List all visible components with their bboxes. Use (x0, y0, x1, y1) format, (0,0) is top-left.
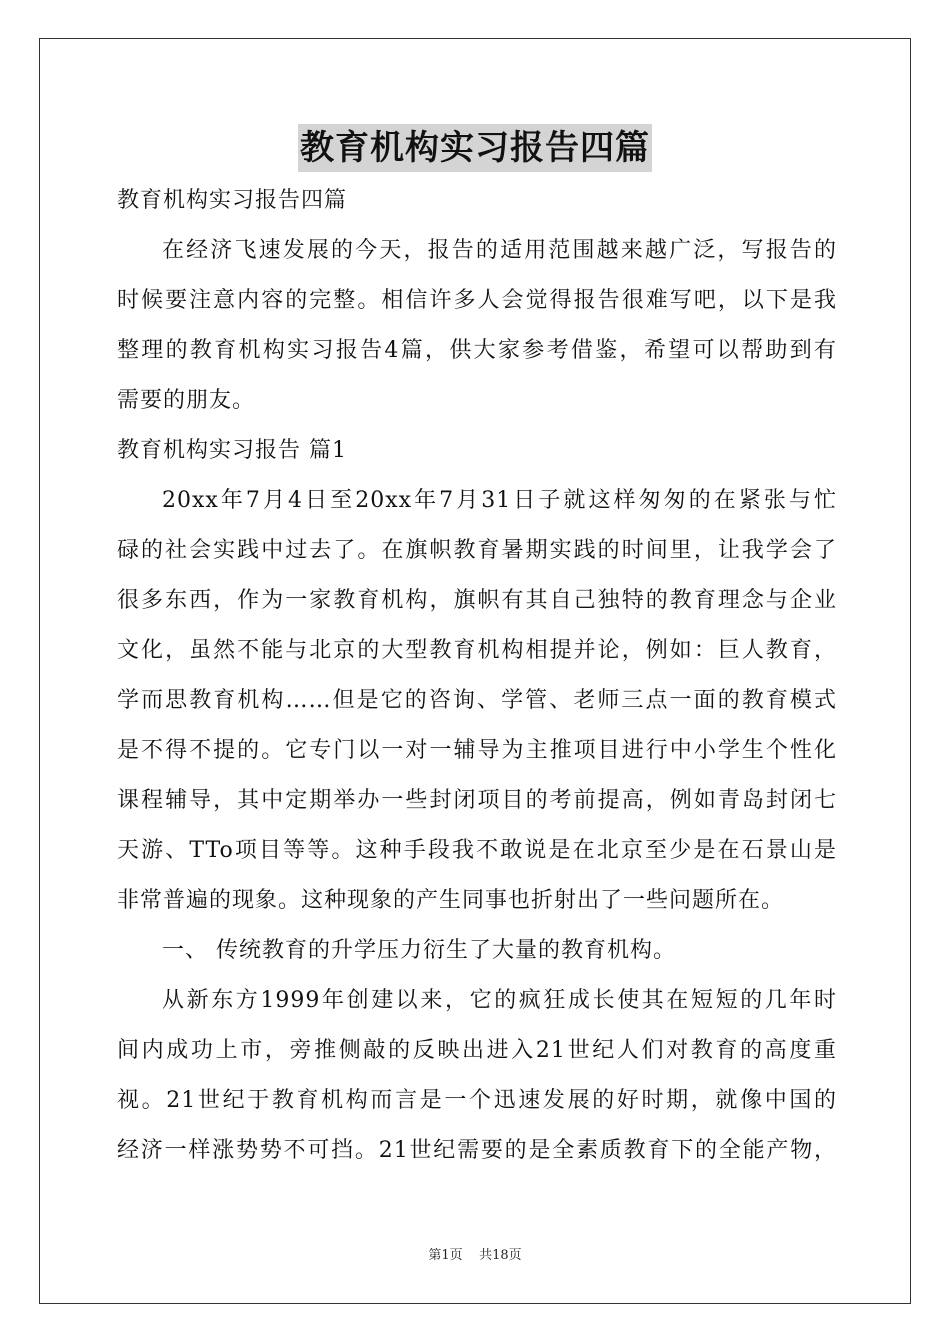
paragraph-line: 文化，虽然不能与北京的大型教育机构相提并论，例如：巨人教育， (117, 638, 837, 663)
paragraph-line: 需要的朋友。 (117, 388, 256, 413)
paragraph-line: 学而思教育机构……但是它的咨询、学管、老师三点一面的教育模式 (117, 688, 837, 713)
paragraph-line: 碌的社会实践中过去了。在旗帜教育暑期实践的时间里，让我学会了 (117, 538, 837, 563)
paragraph-line: 是不得不提的。它专门以一对一辅导为主推项目进行中小学生个性化 (117, 738, 837, 763)
document-title: 教育机构实习报告四篇 (298, 124, 652, 172)
title-container (0, 124, 950, 172)
page-number: 第1页 (428, 1248, 463, 1263)
paragraph-line: 20xx年7月4日至20xx年7月31日子就这样匆匆的在紧张与忙 (162, 488, 837, 513)
paragraph-line: 很多东西，作为一家教育机构，旗帜有其自己独特的教育理念与企业 (117, 588, 837, 613)
paragraph-line: 视。21世纪于教育机构而言是一个迅速发展的好时期，就像中国的 (117, 1088, 837, 1113)
paragraph-line: 时候要注意内容的完整。相信许多人会觉得报告很难写吧，以下是我 (117, 288, 837, 313)
paragraph-line: 在经济飞速发展的今天，报告的适用范围越来越广泛，写报告的 (162, 238, 837, 263)
paragraph-line: 从新东方1999年创建以来，它的疯狂成长使其在短短的几年时 (162, 988, 837, 1013)
total-pages: 共18页 (479, 1248, 522, 1263)
document-body (117, 176, 837, 1176)
paragraph-line: 教育机构实习报告四篇 (117, 188, 348, 213)
paragraph-line: 间内成功上市，旁推侧敲的反映出进入21世纪人们对教育的高度重 (117, 1038, 837, 1063)
paragraph-line: 非常普遍的现象。这种现象的产生同事也折射出了一些问题所在。 (117, 888, 785, 913)
paragraph-line: 经济一样涨势势不可挡。21世纪需要的是全素质教育下的全能产物， (117, 1138, 837, 1163)
paragraph-line: 整理的教育机构实习报告4篇，供大家参考借鉴，希望可以帮助到有 (117, 338, 837, 363)
page-footer (0, 1246, 950, 1266)
paragraph-line: 课程辅导，其中定期举办一些封闭项目的考前提高，例如青岛封闭七 (117, 788, 837, 813)
paragraph-line: 天游、TTo项目等等。这种手段我不敢说是在北京至少是在石景山是 (117, 838, 837, 863)
subsection-heading: 一、 传统教育的升学压力衍生了大量的教育机构。 (162, 938, 676, 963)
section-heading: 教育机构实习报告 篇1 (117, 438, 347, 463)
